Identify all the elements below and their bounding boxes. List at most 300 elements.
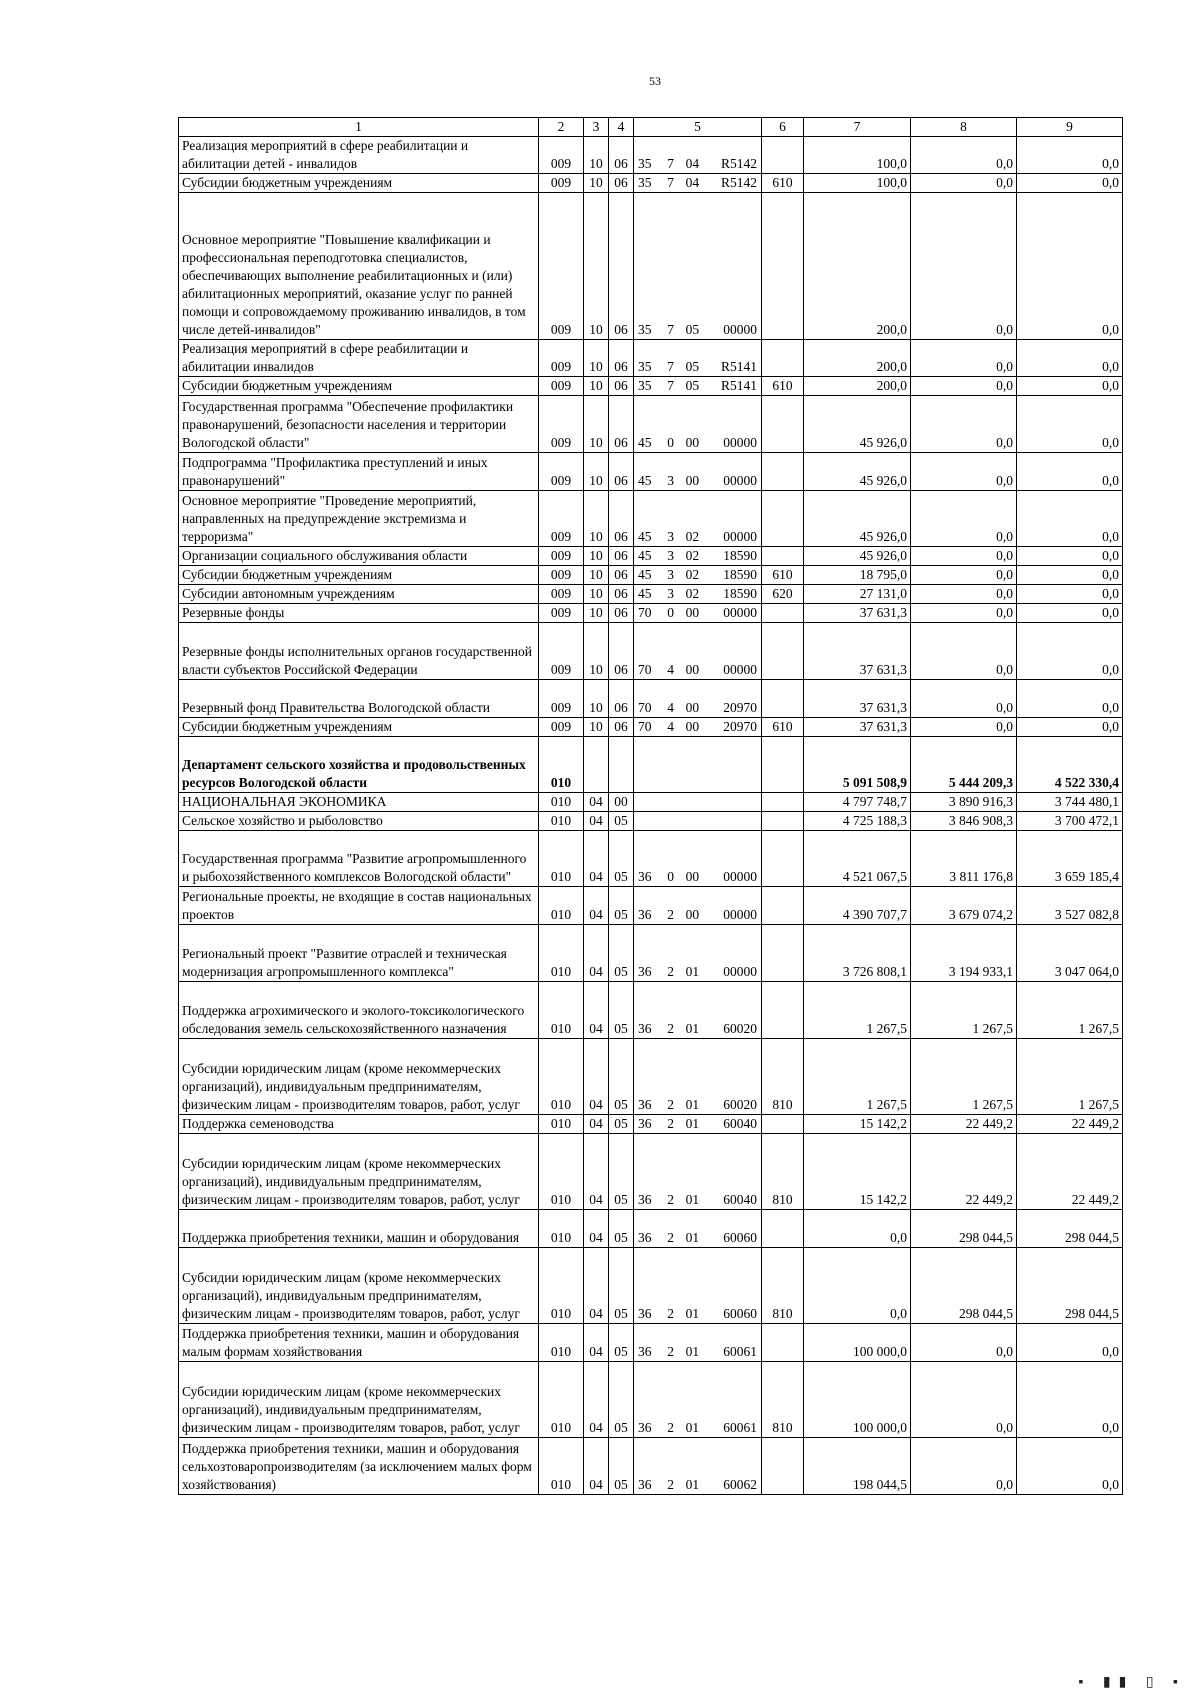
amount-col-8: 0,0 [911,566,1017,585]
subsection-code: 06 [609,377,634,396]
ministry-code: 010 [539,1134,584,1210]
target-article-part: 7 [667,322,675,337]
target-article-part: 36 [638,1230,652,1245]
expense-type-code [762,887,804,925]
target-article-code [634,1210,762,1248]
amount-col-9: 0,0 [1017,604,1123,623]
subsection-code: 05 [609,1134,634,1210]
expense-type-code [762,1324,804,1362]
target-article-code [634,718,762,737]
target-article-part: 36 [638,1306,652,1321]
target-article-part: 04 [685,175,700,190]
table-row [179,1134,1123,1210]
ministry-code: 009 [539,193,584,340]
subsection-code: 05 [609,887,634,925]
amount-col-9: 1 267,5 [1017,1039,1123,1115]
section-code: 04 [584,887,609,925]
target-article-part: 70 [638,719,652,734]
section-code: 10 [584,718,609,737]
table-header-row [179,118,1123,137]
row-description: Субсидии юридическим лицам (кроме некоммерческих организаций), индивидуальным предпринимателям, физическим лицам - производителям товаров, работ, услуг [179,1362,539,1438]
amount-col-7: 0,0 [804,1248,911,1324]
row-description: Субсидии бюджетным учреждениям [179,566,539,585]
target-article-part: 36 [638,964,652,979]
target-article-part: 00000 [723,964,757,979]
target-article-part: 7 [667,378,675,393]
subsection-code: 06 [609,585,634,604]
ministry-code: 010 [539,737,584,793]
amount-col-9: 0,0 [1017,174,1123,193]
ministry-code: 009 [539,453,584,491]
section-code: 04 [584,812,609,831]
target-article-code [634,737,762,793]
amount-col-9: 0,0 [1017,566,1123,585]
header-cell: 4 [609,118,634,137]
amount-col-7: 100 000,0 [804,1324,911,1362]
target-article-code [634,887,762,925]
amount-col-9: 0,0 [1017,340,1123,377]
amount-col-7: 37 631,3 [804,680,911,718]
target-article-code [634,1438,762,1495]
target-article-code [634,547,762,566]
ministry-code: 009 [539,623,584,680]
row-description: Поддержка приобретения техники, машин и оборудования [179,1210,539,1248]
table-row [179,982,1123,1039]
expense-type-code [762,812,804,831]
target-article-code [634,623,762,680]
target-article-part: R5142 [720,156,757,171]
target-article-part: 70 [638,662,652,677]
target-article-part: 2 [667,1230,675,1245]
amount-col-8: 0,0 [911,623,1017,680]
section-code: 10 [584,604,609,623]
ministry-code: 009 [539,718,584,737]
target-article-part: 3 [667,473,675,488]
table-row [179,680,1123,718]
amount-col-9: 3 527 082,8 [1017,887,1123,925]
target-article-part: 60020 [723,1021,757,1036]
amount-col-9: 0,0 [1017,623,1123,680]
table-row [179,340,1123,377]
section-code: 04 [584,831,609,887]
target-article-part: 01 [685,1021,700,1036]
subsection-code: 06 [609,680,634,718]
target-article-part: 00 [685,662,700,677]
target-article-part: 00 [685,700,700,715]
target-article-code [634,812,762,831]
expense-type-code [762,193,804,340]
table-row [179,1362,1123,1438]
expense-type-code [762,831,804,887]
amount-col-7: 200,0 [804,193,911,340]
amount-col-7: 45 926,0 [804,491,911,547]
table-row [179,1248,1123,1324]
expense-type-code [762,680,804,718]
target-article-part: 70 [638,605,652,620]
table-row [179,137,1123,174]
row-description: Субсидии бюджетным учреждениям [179,174,539,193]
expense-type-code: 810 [762,1134,804,1210]
table-row [179,1438,1123,1495]
table-row [179,174,1123,193]
target-article-part: 00000 [723,473,757,488]
table-row [179,831,1123,887]
target-article-part: 01 [685,1344,700,1359]
subsection-code: 00 [609,793,634,812]
subsection-code: 06 [609,604,634,623]
amount-col-8: 0,0 [911,193,1017,340]
target-article-part: 60061 [723,1420,757,1435]
table-row [179,887,1123,925]
target-article-part: 45 [638,529,652,544]
target-article-part: 45 [638,473,652,488]
target-article-part: 0 [667,605,675,620]
ministry-code: 009 [539,491,584,547]
amount-col-7: 27 131,0 [804,585,911,604]
expense-type-code [762,737,804,793]
amount-col-7: 198 044,5 [804,1438,911,1495]
target-article-part: 2 [667,1306,675,1321]
table-row [179,793,1123,812]
amount-col-7: 1 267,5 [804,1039,911,1115]
expense-type-code: 620 [762,585,804,604]
amount-col-8: 3 194 933,1 [911,925,1017,982]
target-article-part: 45 [638,548,652,563]
amount-col-8: 0,0 [911,547,1017,566]
amount-col-7: 100,0 [804,137,911,174]
expense-type-code [762,453,804,491]
target-article-part: 2 [667,1192,675,1207]
subsection-code: 06 [609,453,634,491]
row-description: Подпрограмма "Профилактика преступлений и иных правонарушений" [179,453,539,491]
budget-table [178,117,1123,1495]
target-article-part: 2 [667,964,675,979]
target-article-code [634,793,762,812]
target-article-part: 60040 [723,1116,757,1131]
subsection-code: 05 [609,831,634,887]
expense-type-code [762,604,804,623]
amount-col-9: 3 047 064,0 [1017,925,1123,982]
target-article-part: 18590 [723,586,757,601]
table-row [179,1115,1123,1134]
ministry-code: 010 [539,925,584,982]
target-article-part: 05 [685,359,700,374]
amount-col-7: 4 521 067,5 [804,831,911,887]
amount-col-9: 0,0 [1017,453,1123,491]
target-article-code [634,396,762,453]
amount-col-8: 3 846 908,3 [911,812,1017,831]
expense-type-code: 610 [762,174,804,193]
amount-col-8: 0,0 [911,491,1017,547]
table-row [179,585,1123,604]
target-article-part: 00 [685,473,700,488]
row-description: Реализация мероприятий в сфере реабилитации и абилитации инвалидов [179,340,539,377]
row-description: Субсидии юридическим лицам (кроме некоммерческих организаций), индивидуальным предпринимателям, физическим лицам - производителям товаров, работ, услуг [179,1248,539,1324]
target-article-part: 4 [667,662,675,677]
target-article-part: 01 [685,1116,700,1131]
subsection-code: 06 [609,623,634,680]
table-row [179,396,1123,453]
target-article-part: 00 [685,719,700,734]
subsection-code: 06 [609,137,634,174]
expense-type-code [762,396,804,453]
table-row [179,1039,1123,1115]
section-code: 10 [584,193,609,340]
subsection-code: 06 [609,718,634,737]
expense-type-code [762,793,804,812]
target-article-part: 36 [638,869,652,884]
amount-col-9: 0,0 [1017,377,1123,396]
amount-col-8: 3 811 176,8 [911,831,1017,887]
target-article-part: 0 [667,869,675,884]
amount-col-8: 298 044,5 [911,1248,1017,1324]
expense-type-code [762,623,804,680]
section-code: 04 [584,793,609,812]
target-article-code [634,1324,762,1362]
amount-col-7: 4 725 188,3 [804,812,911,831]
section-code: 10 [584,377,609,396]
ministry-code: 010 [539,1210,584,1248]
page-number: 53 [649,74,661,88]
amount-col-7: 15 142,2 [804,1134,911,1210]
header-cell: 6 [762,118,804,137]
target-article-part: 18590 [723,548,757,563]
table-row [179,547,1123,566]
table-row [179,377,1123,396]
target-article-code [634,1134,762,1210]
target-article-code [634,1115,762,1134]
section-code: 04 [584,1210,609,1248]
section-code: 04 [584,1039,609,1115]
amount-col-8: 0,0 [911,174,1017,193]
ministry-code: 010 [539,793,584,812]
target-article-code [634,1039,762,1115]
target-article-part: 36 [638,1477,652,1492]
target-article-code [634,566,762,585]
expense-type-code [762,1210,804,1248]
amount-col-8: 22 449,2 [911,1115,1017,1134]
target-article-part: 2 [667,1477,675,1492]
section-code: 10 [584,396,609,453]
row-description: Поддержка приобретения техники, машин и оборудования малым формам хозяйствования [179,1324,539,1362]
table-row [179,718,1123,737]
amount-col-7: 18 795,0 [804,566,911,585]
row-description: Региональный проект "Развитие отраслей и техническая модернизация агропромышленного комплекса" [179,925,539,982]
subsection-code: 06 [609,566,634,585]
target-article-part: 00000 [723,435,757,450]
target-article-code [634,193,762,340]
section-code: 10 [584,340,609,377]
table-row [179,193,1123,340]
target-article-part: 01 [685,1230,700,1245]
amount-col-8: 0,0 [911,1324,1017,1362]
target-article-part: 3 [667,548,675,563]
section-code: 10 [584,585,609,604]
target-article-part: 4 [667,700,675,715]
target-article-code [634,1248,762,1324]
target-article-code [634,491,762,547]
subsection-code [609,737,634,793]
target-article-code [634,680,762,718]
section-code: 10 [584,547,609,566]
subsection-code: 05 [609,1210,634,1248]
target-article-part: 00 [685,605,700,620]
target-article-part: R5141 [720,378,757,393]
target-article-part: 35 [638,322,652,337]
target-article-part: 7 [667,359,675,374]
section-code: 04 [584,982,609,1039]
ministry-code: 009 [539,585,584,604]
target-article-part: 3 [667,586,675,601]
ministry-code: 010 [539,1039,584,1115]
target-article-part: 20970 [723,719,757,734]
target-article-part: 60020 [723,1097,757,1112]
amount-col-7: 45 926,0 [804,453,911,491]
amount-col-8: 0,0 [911,718,1017,737]
amount-col-7: 37 631,3 [804,604,911,623]
expense-type-code: 810 [762,1248,804,1324]
amount-col-9: 3 659 185,4 [1017,831,1123,887]
target-article-code [634,925,762,982]
subsection-code: 05 [609,1248,634,1324]
subsection-code: 06 [609,547,634,566]
amount-col-7: 200,0 [804,340,911,377]
header-cell: 1 [179,118,539,137]
amount-col-8: 0,0 [911,377,1017,396]
amount-col-9: 22 449,2 [1017,1134,1123,1210]
header-cell: 9 [1017,118,1123,137]
amount-col-9: 0,0 [1017,547,1123,566]
target-article-part: 02 [685,567,700,582]
target-article-code [634,982,762,1039]
target-article-part: 05 [685,322,700,337]
row-description: Субсидии автономным учреждениям [179,585,539,604]
target-article-part: 35 [638,359,652,374]
table-row [179,1324,1123,1362]
section-code [584,737,609,793]
subsection-code: 05 [609,1324,634,1362]
row-description: Субсидии бюджетным учреждениям [179,377,539,396]
target-article-part: 70 [638,700,652,715]
section-code: 10 [584,491,609,547]
target-article-part: 01 [685,1306,700,1321]
target-article-part: 04 [685,156,700,171]
target-article-part: 7 [667,156,675,171]
target-article-part: 36 [638,1097,652,1112]
amount-col-7: 4 390 707,7 [804,887,911,925]
target-article-code [634,585,762,604]
amount-col-9: 0,0 [1017,1362,1123,1438]
table-row [179,491,1123,547]
amount-col-7: 5 091 508,9 [804,737,911,793]
target-article-part: 7 [667,175,675,190]
row-description: Сельское хозяйство и рыболовство [179,812,539,831]
target-article-part: 00000 [723,529,757,544]
target-article-part: 4 [667,719,675,734]
target-article-code [634,340,762,377]
subsection-code: 05 [609,812,634,831]
row-description: Государственная программа "Обеспечение профилактики правонарушений, безопасности населения и территории Вологодской области" [179,396,539,453]
amount-col-9: 0,0 [1017,585,1123,604]
target-article-part: 3 [667,567,675,582]
target-article-part: 2 [667,1344,675,1359]
amount-col-9: 4 522 330,4 [1017,737,1123,793]
ministry-code: 009 [539,547,584,566]
row-description: Поддержка агрохимического и эколого-токсикологического обследования земель сельскохозяйственного назначения [179,982,539,1039]
ministry-code: 010 [539,1115,584,1134]
target-article-part: R5141 [720,359,757,374]
target-article-part: 00000 [723,605,757,620]
section-code: 04 [584,1248,609,1324]
target-article-part: 60060 [723,1230,757,1245]
target-article-part: 18590 [723,567,757,582]
row-description: Государственная программа "Развитие агропромышленного и рыбохозяйственного комплексов Вологодской области" [179,831,539,887]
target-article-part: 01 [685,1420,700,1435]
amount-col-8: 5 444 209,3 [911,737,1017,793]
row-description: Департамент сельского хозяйства и продовольственных ресурсов Вологодской области [179,737,539,793]
target-article-part: 02 [685,586,700,601]
expense-type-code: 810 [762,1362,804,1438]
target-article-part: 20970 [723,700,757,715]
amount-col-8: 0,0 [911,680,1017,718]
amount-col-8: 3 890 916,3 [911,793,1017,812]
target-article-part: 00 [685,869,700,884]
ministry-code: 010 [539,831,584,887]
subsection-code: 05 [609,925,634,982]
target-article-part: 00000 [723,322,757,337]
ministry-code: 010 [539,812,584,831]
amount-col-9: 0,0 [1017,137,1123,174]
ministry-code: 010 [539,982,584,1039]
amount-col-8: 0,0 [911,137,1017,174]
target-article-code [634,174,762,193]
subsection-code: 05 [609,1115,634,1134]
amount-col-8: 3 679 074,2 [911,887,1017,925]
row-description: Субсидии юридическим лицам (кроме некоммерческих организаций), индивидуальным предпринимателям, физическим лицам - производителям товаров, работ, услуг [179,1134,539,1210]
target-article-part: 45 [638,435,652,450]
header-cell: 7 [804,118,911,137]
amount-col-9: 0,0 [1017,491,1123,547]
target-article-code [634,831,762,887]
section-code: 10 [584,566,609,585]
target-article-code [634,137,762,174]
ministry-code: 009 [539,377,584,396]
amount-col-7: 45 926,0 [804,547,911,566]
section-code: 10 [584,137,609,174]
ministry-code: 009 [539,566,584,585]
amount-col-9: 3 700 472,1 [1017,812,1123,831]
target-article-part: 60061 [723,1344,757,1359]
amount-col-9: 298 044,5 [1017,1210,1123,1248]
amount-col-8: 0,0 [911,1362,1017,1438]
expense-type-code: 610 [762,718,804,737]
table-row [179,1210,1123,1248]
section-code: 10 [584,174,609,193]
amount-col-8: 0,0 [911,340,1017,377]
ministry-code: 009 [539,174,584,193]
target-article-part: 35 [638,175,652,190]
header-cell: 3 [584,118,609,137]
table-row [179,453,1123,491]
target-article-part: 3 [667,529,675,544]
table-row [179,623,1123,680]
target-article-part: 02 [685,548,700,563]
subsection-code: 06 [609,491,634,547]
target-article-part: 36 [638,1021,652,1036]
section-code: 10 [584,453,609,491]
amount-col-7: 0,0 [804,1210,911,1248]
amount-col-7: 45 926,0 [804,396,911,453]
